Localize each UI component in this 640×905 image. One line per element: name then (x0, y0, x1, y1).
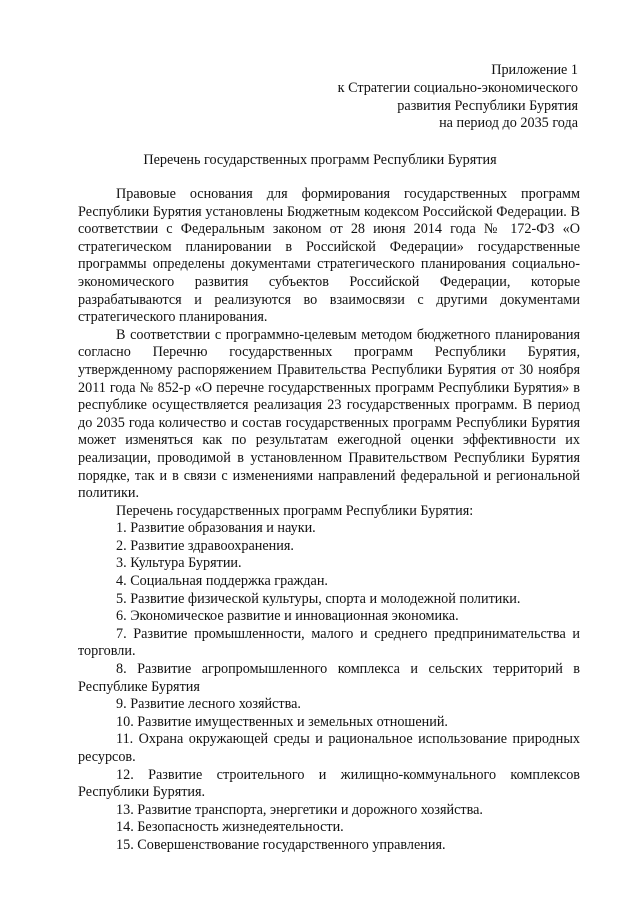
list-item: 10. Развитие имущественных и земельных отношений. (116, 713, 448, 730)
list-item: 2. Развитие здравоохранения. (116, 537, 294, 554)
list-item: 1. Развитие образования и науки. (116, 520, 316, 537)
appendix-line: развития Республики Бурятия (397, 97, 578, 114)
list-item: 6. Экономическое развитие и инновационная экономика. (116, 608, 459, 625)
list-item: 7. Развитие промышленности, малого и среднего предпринимательства и торговли. (78, 625, 580, 660)
appendix-line: на период до 2035 года (439, 115, 578, 132)
paragraph-program-method: В соответствии с программно-целевым методом бюджетного планирования согласно Перечню государственных программ Республики Бурятия, утвержденному распоряжением Правительства Республики Бурятия от 30 ноября 2011 года № 852-р «О перечне государственных программ Республики Бурятия» в республике осуществляется реализация 23 государственных программ. В период до 2035 года количество и состав государственных программ Республики Бурятия может изменяться как по результатам ежегодной оценки эффективности их реализации, проводимой в установленном Правительством Республики Бурятия порядке, так и в связи с изменениями направлений федеральной и региональной политики. (78, 326, 580, 502)
list-item: 12. Развитие строительного и жилищно-коммунального комплексов Республики Бурятия. (78, 766, 580, 801)
list-item: 3. Культура Бурятии. (116, 555, 242, 572)
list-item: 11. Охрана окружающей среды и рациональное использование природных ресурсов. (78, 731, 580, 765)
program-list (78, 520, 580, 854)
list-item: 15. Совершенствование государственного управления. (116, 836, 446, 853)
list-item: 4. Социальная поддержка граждан. (116, 573, 328, 590)
list-item: 5. Развитие физической культуры, спорта и молодежной политики. (116, 590, 521, 607)
appendix-header (248, 62, 578, 133)
appendix-line: к Стратегии социально-экономического (337, 79, 578, 96)
list-item: 13. Развитие транспорта, энергетики и дорожного хозяйства. (116, 801, 483, 818)
page-title: Перечень государственных программ Республики Бурятия (143, 152, 497, 168)
appendix-line: Приложение 1 (491, 62, 578, 78)
document-body (78, 186, 580, 855)
list-item: 9. Развитие лесного хозяйства. (116, 696, 301, 713)
list-item: 14. Безопасность жизнедеятельности. (116, 819, 344, 836)
paragraph-list-intro: Перечень государственных программ Республики Бурятия: (116, 502, 474, 519)
paragraph-legal-basis: Правовые основания для формирования государственных программ Республики Бурятия установлены Бюджетным кодексом Российской Федерации. В соответствии с Федеральным законом от 28 июня 2014 года № 172-ФЗ «О стратегическом планировании в Российской Федерации» государственные программы определены документами стратегического планирования социально-экономического развития субъектов Российской Федерации, которые разрабатываются и реализуются во взаимосвязи с другими документами стратегического планирования. (78, 186, 580, 326)
list-item: 8. Развитие агропромышленного комплекса и сельских территорий в Республике Бурятия (78, 661, 580, 695)
